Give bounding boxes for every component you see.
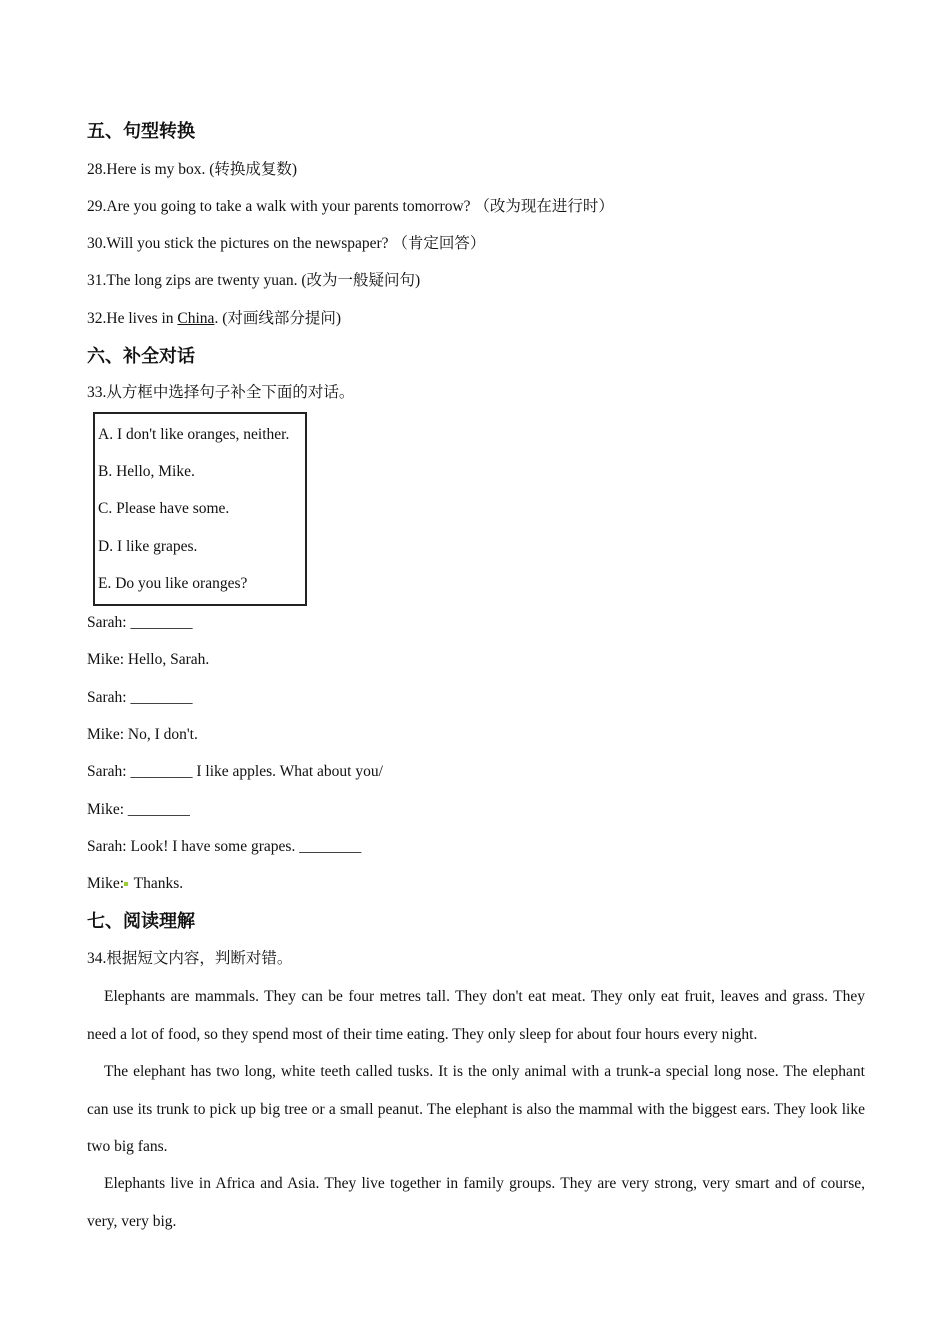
question-32 <box>87 309 341 329</box>
question-31: 31.The long zips are twenty yuan. (改为一般疑问句) <box>87 272 421 289</box>
green-dot-mark <box>124 882 128 886</box>
question-32-underlined: China <box>177 310 215 327</box>
section-5-title: 五、句型转换 <box>87 121 195 142</box>
dialogue-reply: Thanks. <box>133 875 184 892</box>
option-d: D. I like grapes. <box>98 538 198 555</box>
dialogue-speaker: Mike: <box>87 875 125 892</box>
question-28: 28.Here is my box. (转换成复数) <box>87 161 298 178</box>
option-e: E. Do you like oranges? <box>98 575 248 592</box>
reading-paragraph-1: Elephants are mammals. They can be four metres tall. They don't eat meat. They only eat fruit, leaves and grass. They need a lot of food, so they spend most of their time eating. They only sleep for about four hours every night. <box>87 988 865 1043</box>
option-b: B. Hello, Mike. <box>98 463 195 480</box>
option-c: C. Please have some. <box>98 500 230 517</box>
option-a: A. I don't like oranges, neither. <box>98 426 290 443</box>
options-box <box>93 412 307 606</box>
question-34: 34.根据短文内容，判断对错。 <box>87 950 293 967</box>
dialogue-line: Mike: No, I don't. <box>87 726 198 743</box>
reading-paragraph-2: The elephant has two long, white teeth called tusks. It is the only animal with a trunk-a special long nose. The elephant can use its trunk to pick up big tree or a small peanut. The elephant is also the mammal with the biggest ears. They look like two big fans. <box>87 1063 865 1155</box>
dialogue-line: Mike: ________ <box>87 801 190 818</box>
reading-paragraph-3: Elephants live in Africa and Asia. They live together in family groups. They are very strong, very smart and of course, very, very big. <box>87 1175 865 1230</box>
question-32-suffix: . (对画线部分提问) <box>214 310 342 327</box>
question-29: 29.Are you going to take a walk with your parents tomorrow? （改为现在进行时） <box>87 198 614 215</box>
question-30: 30.Will you stick the pictures on the newspaper? （肯定回答） <box>87 235 486 252</box>
dialogue-line: Sarah: Look! I have some grapes. ________ <box>87 838 362 855</box>
section-7-title: 七、阅读理解 <box>87 911 195 932</box>
dialogue-line-final <box>87 874 183 894</box>
dialogue-line: Sarah: ________ I like apples. What about you/ <box>87 763 383 780</box>
question-32-prefix: 32.He lives in <box>87 310 178 327</box>
dialogue-line: Mike: Hello, Sarah. <box>87 651 210 668</box>
question-33: 33.从方框中选择句子补全下面的对话。 <box>87 384 355 401</box>
dialogue-line: Sarah: ________ <box>87 689 193 706</box>
dialogue-line: Sarah: ________ <box>87 614 193 631</box>
section-6-title: 六、补全对话 <box>87 346 195 367</box>
